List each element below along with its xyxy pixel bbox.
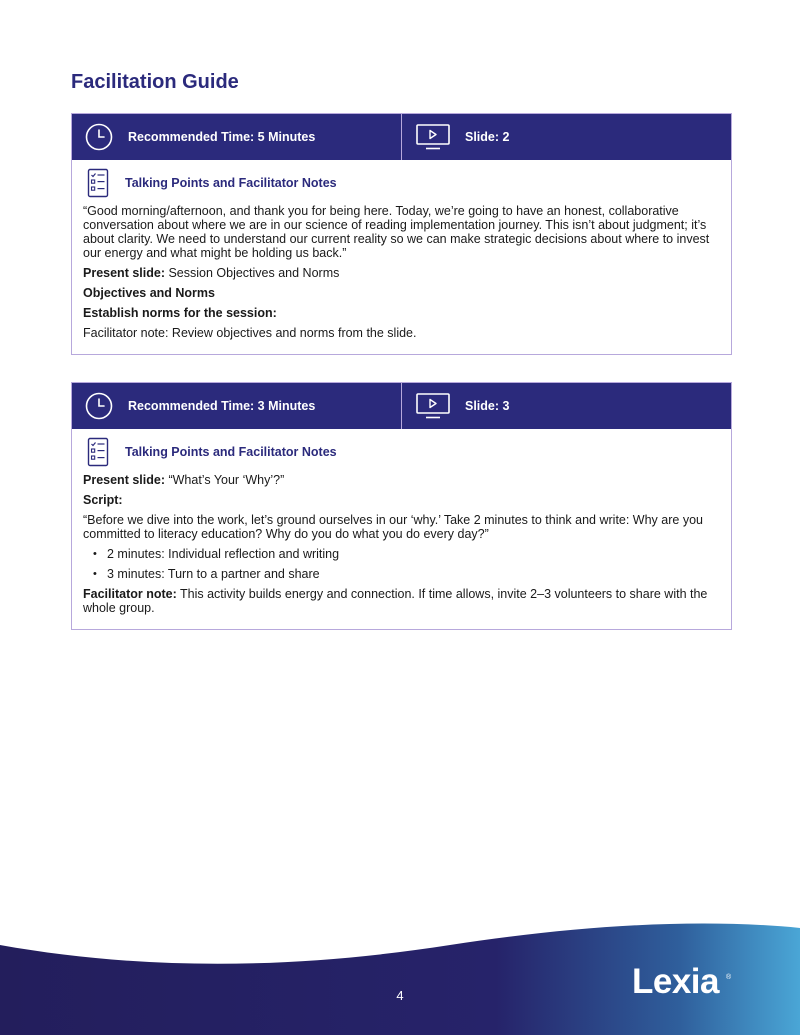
slide-cell (402, 383, 731, 429)
norms-heading-text: Establish norms for the session: (83, 306, 277, 320)
recommended-time-label: Recommended Time: 5 Minutes (128, 130, 316, 144)
script-label (83, 493, 720, 507)
notes-heading (87, 168, 720, 198)
recommended-time-cell (72, 383, 402, 429)
page-title: Facilitation Guide (71, 71, 239, 93)
facilitator-note: Facilitator note: Review objectives and norms from the slide. (83, 326, 417, 340)
registered-mark: ® (726, 974, 732, 981)
lexia-logo: Lexia (632, 962, 719, 1001)
norms-heading (83, 306, 720, 320)
card-header (72, 383, 731, 429)
card-body (72, 160, 731, 354)
script-label-text: Script: (83, 493, 123, 507)
facilitator-note-label: Facilitator note: (83, 587, 177, 601)
slide-label: Slide: 2 (465, 130, 510, 144)
present-slide-value: “What’s Your ‘Why’?” (164, 473, 285, 487)
notes-title: Talking Points and Facilitator Notes (125, 445, 337, 459)
checklist-icon (87, 437, 109, 467)
monitor-play-icon (415, 392, 451, 420)
present-slide-value: Session Objectives and Norms (164, 266, 340, 280)
list-item: • 3 minutes: Turn to a partner and share (93, 567, 720, 581)
clock-icon (84, 122, 114, 152)
script-text: “Before we dive into the work, let’s ground ourselves in our ‘why.’ Take 2 minutes to think and write: Why are you committed to literacy education? Why do you do what you do every day?” (83, 513, 703, 541)
facilitation-card-2 (71, 382, 732, 630)
objectives-heading-text: Objectives and Norms (83, 286, 215, 300)
card-body (72, 429, 731, 629)
present-slide-line (83, 473, 720, 487)
present-slide-label: Present slide: (83, 473, 165, 487)
opening-quote: “Good morning/afternoon, and thank you for being here. Today, we’re going to have an honest, collaborative conversation about where we are in our science of reading implementation journey. This isn’t about judgment; it’s about clarity. We need to understand our current reality so we can make strategic decisions about where to invest our energy and what might be holding us back.” (83, 204, 710, 260)
recommended-time-cell (72, 114, 402, 160)
card-header (72, 114, 731, 160)
slide-label: Slide: 3 (465, 399, 510, 413)
present-slide-label: Present slide: (83, 266, 165, 280)
list-item: • 2 minutes: Individual reflection and writing (93, 547, 720, 561)
clock-icon (84, 391, 114, 421)
facilitator-note (83, 587, 720, 615)
notes-title: Talking Points and Facilitator Notes (125, 176, 337, 190)
checklist-icon (87, 168, 109, 198)
activity-list (93, 547, 720, 581)
slide-cell (402, 114, 731, 160)
notes-heading (87, 437, 720, 467)
facilitation-card-1 (71, 113, 732, 355)
recommended-time-label: Recommended Time: 3 Minutes (128, 399, 316, 413)
monitor-play-icon (415, 123, 451, 151)
present-slide-line (83, 266, 720, 280)
facilitator-note-value: This activity builds energy and connection. If time allows, invite 2–3 volunteers to share with the whole group. (83, 587, 708, 615)
objectives-heading (83, 286, 720, 300)
page-number: 4 (396, 988, 404, 1003)
